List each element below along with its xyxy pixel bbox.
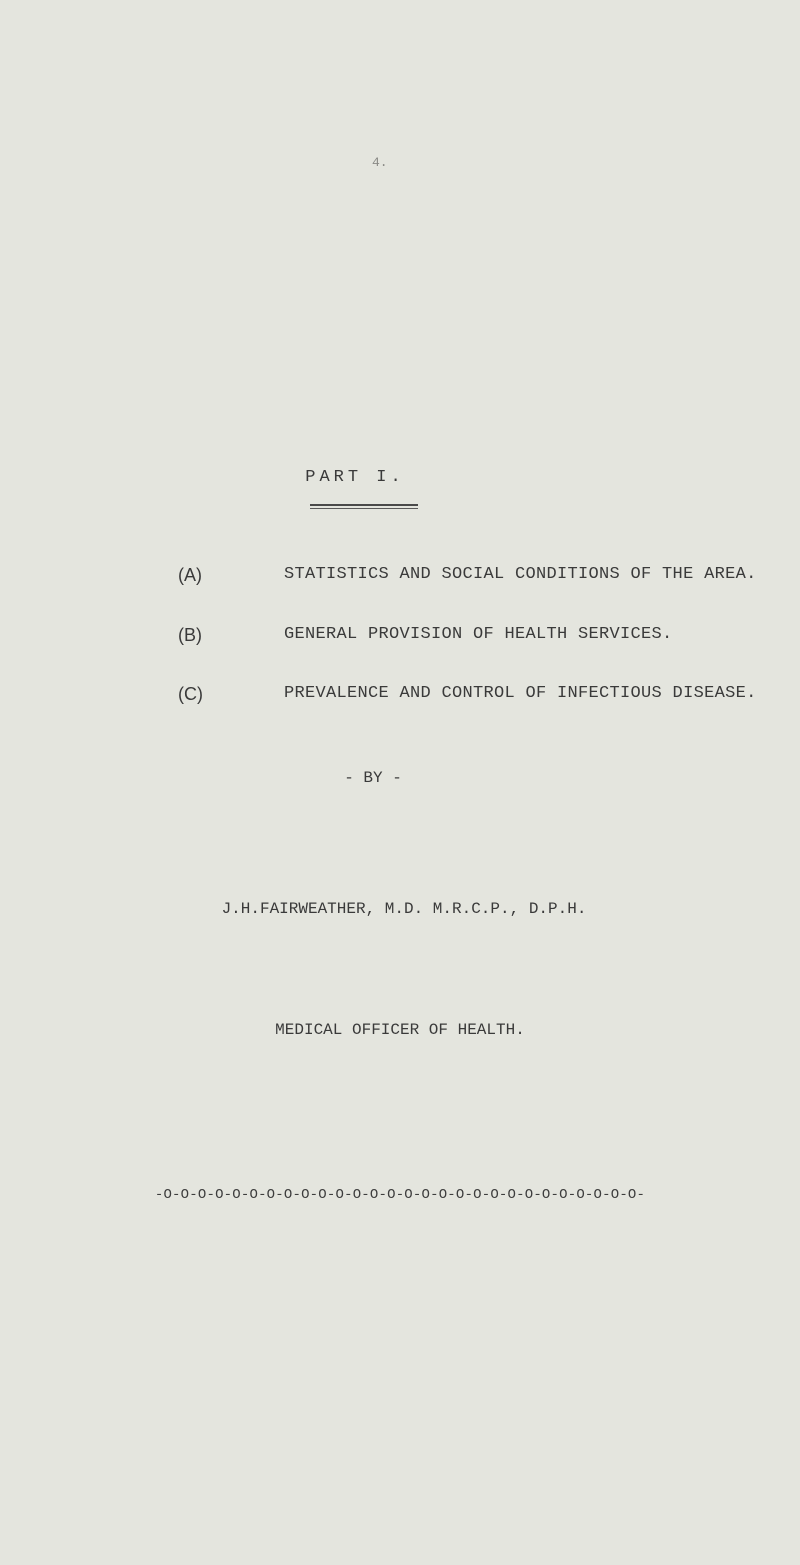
section-item-b	[178, 625, 673, 646]
decorative-divider: -O-O-O-O-O-O-O-O-O-O-O-O-O-O-O-O-O-O-O-O-O-O-O-O-O-O-O-O-	[154, 1187, 646, 1203]
by-line: - BY -	[344, 769, 402, 787]
page-number: 4.	[372, 155, 388, 170]
part-title: PART I.	[305, 468, 405, 487]
section-item-c	[178, 684, 757, 705]
author-role: MEDICAL OFFICER OF HEALTH.	[275, 1021, 525, 1039]
section-text: STATISTICS AND SOCIAL CONDITIONS OF THE AREA.	[284, 565, 757, 584]
section-item-a	[178, 565, 757, 586]
author-credentials: J.H.FAIRWEATHER, M.D. M.R.C.P., D.P.H.	[221, 900, 587, 918]
section-text: GENERAL PROVISION OF HEALTH SERVICES.	[284, 625, 673, 644]
section-letter: (A)	[178, 565, 202, 585]
section-letter: (C)	[178, 684, 203, 704]
part-title-underline	[310, 504, 418, 506]
section-letter: (B)	[178, 625, 202, 645]
part-title-underline-second	[310, 508, 418, 509]
section-text: PREVALENCE AND CONTROL OF INFECTIOUS DISEASE.	[284, 684, 757, 703]
